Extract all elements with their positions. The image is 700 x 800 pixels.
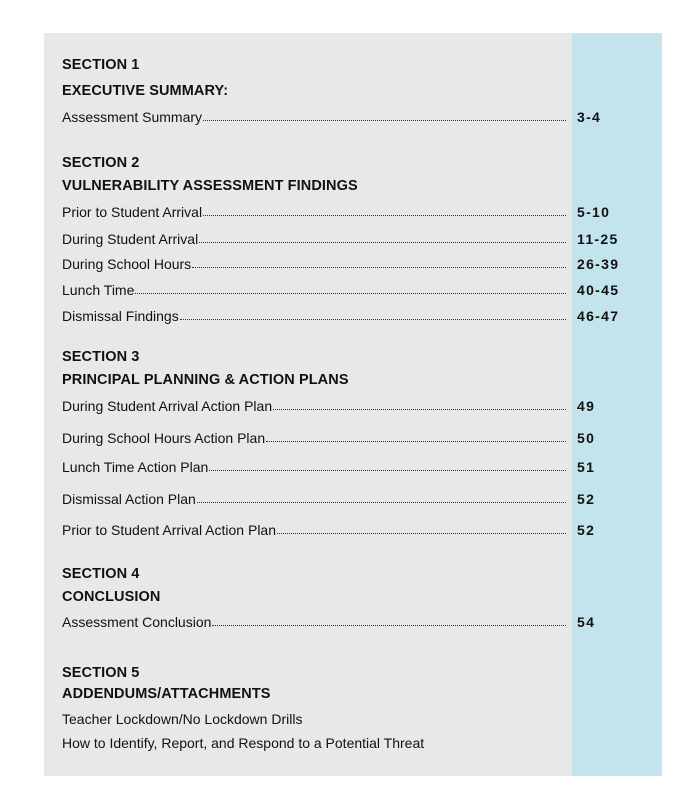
toc-entry-label: During Student Arrival [62,231,199,247]
dot-leader [203,120,566,121]
toc-entry[interactable] [62,614,612,634]
toc-entry-label: During School Hours [62,256,192,272]
toc-entry-page: 3-4 [577,109,602,125]
toc-entry[interactable] [62,522,612,542]
dot-leader [199,242,566,243]
toc-entry[interactable] [62,231,619,251]
toc-entry-page: 26-39 [577,256,620,272]
toc-entry-page: 51 [577,459,596,475]
toc-entry-page: 40-45 [577,282,620,298]
toc-entry-label: Lunch Time Action Plan [62,459,209,475]
toc-entry-label: Assessment Summary [62,109,203,125]
toc-entry-label: Prior to Student Arrival Action Plan [62,522,276,538]
toc-entry-page: 11-25 [577,231,619,247]
section-2-heading: SECTION 2 [62,155,140,171]
section-1-heading: SECTION 1 [62,57,140,73]
toc-entry[interactable] [62,459,612,479]
toc-entry-label: During School Hours Action Plan [62,430,266,446]
toc-entry-page: 52 [577,522,596,538]
toc-entry-label: Lunch Time [62,282,135,298]
toc-entry-page: 49 [577,398,596,414]
dot-leader [180,319,566,320]
section-1-title: EXECUTIVE SUMMARY: [62,83,229,99]
toc-entry-page: 50 [577,430,596,446]
toc-entry[interactable] [62,109,612,129]
section-3-heading: SECTION 3 [62,349,140,365]
dot-leader [273,409,566,410]
toc-entry[interactable] [62,308,620,328]
toc-entry[interactable] [62,282,620,302]
attachment-item[interactable]: Teacher Lockdown/No Lockdown Drills [62,711,303,727]
dot-leader [266,441,566,442]
section-3-title: PRINCIPAL PLANNING & ACTION PLANS [62,372,349,388]
toc-entry[interactable] [62,398,612,418]
section-4-heading: SECTION 4 [62,566,140,582]
toc-entry-label: Dismissal Action Plan [62,491,196,507]
toc-entry-page: 54 [577,614,596,630]
section-5-title: ADDENDUMS/ATTACHMENTS [62,686,271,702]
dot-leader [212,625,566,626]
attachment-item[interactable]: How to Identify, Report, and Respond to a Potential Threat [62,735,425,751]
toc-entry[interactable] [62,430,612,450]
section-5-heading: SECTION 5 [62,665,140,681]
toc-entry-page: 46-47 [577,308,620,324]
dot-leader [197,502,566,503]
toc-entry-label: Prior to Student Arrival [62,204,203,220]
toc-entry-page: 5-10 [577,204,611,220]
toc-entry-label: Assessment Conclusion [62,614,212,630]
toc-entry-page: 52 [577,491,596,507]
section-4-title: CONCLUSION [62,589,161,605]
dot-leader [209,470,566,471]
dot-leader [203,215,566,216]
toc-entry-label: Dismissal Findings [62,308,179,324]
dot-leader [192,267,566,268]
section-2-title: VULNERABILITY ASSESSMENT FINDINGS [62,178,358,194]
toc-entry-label: During Student Arrival Action Plan [62,398,273,414]
toc-entry[interactable] [62,204,612,224]
dot-leader [277,533,566,534]
dot-leader [135,293,566,294]
toc-entry[interactable] [62,256,620,276]
toc-entry[interactable] [62,491,612,511]
